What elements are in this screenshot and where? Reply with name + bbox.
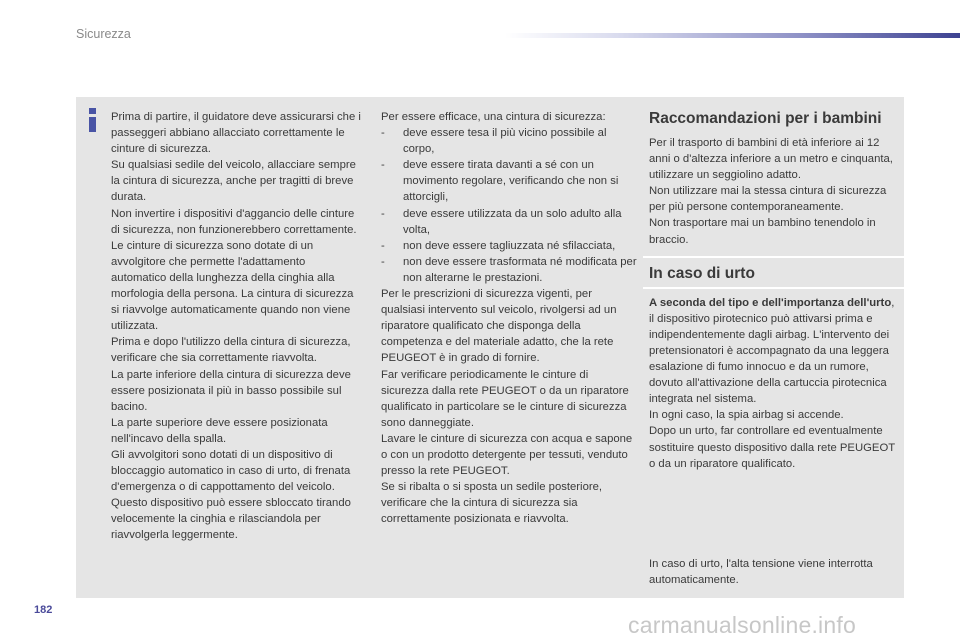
watermark: carmanualsonline.info [628,612,856,638]
list-item [381,238,639,254]
paragraph: Far verificare periodicamente le cinture di sicurezza dalla rete PEUGEOT o da un riparatore qualificato in particolare se le cinture di sicurezza sono danneggiate. [381,368,629,429]
list-item-text: non deve essere tagliuzzata né sfilacciata, [403,239,616,252]
paragraph: La parte superiore deve essere posizionata nell'incavo della spalla. [111,416,328,445]
page-number: 182 [34,604,53,616]
paragraph-rest: , il dispositivo pirotecnico può attivarsi prima e indipendentemente dagli airbag. L'intervento dei pretensionatori è accompagnato da una leggera esalazione di fumo innocuo e da un rumore, dovuto all'attivazione della cartuccia pirotecnica integrata nel sistema. [649,296,895,406]
paragraph: Dopo un urto, far controllare ed eventualmente sostituire questo dispositivo dalla rete PEUGEOT o da un riparatore qualificato. [649,425,895,470]
paragraph: Gli avvolgitori sono dotati di un dispositivo di bloccaggio automatico in caso di urto, di frenata d'emergenza o di cappottamento del veicolo. Questo dispositivo può essere sbloccato tirando velocemente la cinghia e rilasciandola per riavvolgerla leggermente. [111,448,351,542]
dash: - [381,255,385,268]
list-item-text: deve essere tesa il più vicino possibile al corpo, [403,127,607,156]
children-and-crash-column [649,109,899,472]
crash-section-title: In caso di urto [649,264,755,282]
list-item-text: non deve essere trasformata né modificata per non alterarne le prestazioni. [403,255,637,284]
paragraph [649,295,899,408]
bold-lead-text: A seconda del tipo e dell'importanza dell'urto [649,296,892,309]
list-item [381,157,639,205]
section-divider [643,287,909,289]
dash: - [381,159,385,172]
intro-text: Per essere efficace, una cintura di sicurezza: [381,111,606,123]
paragraph: Per le prescrizioni di sicurezza vigenti, per qualsiasi intervento sul veicolo, rivolgersi ad un riparatore qualificato che disponga della competenza e del materiale adatto, che la rete PEUGEOT è in grado di fornire. [381,288,617,365]
list-item [381,254,639,286]
paragraph: Le cinture di sicurezza sono dotate di un avvolgitore che permette l'adattamento automatico della lunghezza della cinghia alla morfologia della persona. La cintura di sicurezza si riavvolge automaticamente quando non viene utilizzata. [111,239,354,333]
paragraph: Non utilizzare mai la stessa cintura di sicurezza per più persone contemporaneamente. [649,185,887,214]
list-item [381,206,639,238]
high-voltage-note: In caso di urto, l'alta tensione viene interrotta automaticamente. [649,558,873,587]
seatbelt-info-column [111,109,361,544]
list-item-text: deve essere tirata davanti a sé con un movimento regolare, verificando che non si attorcigli, [403,159,619,204]
paragraph: Su qualsiasi sedile del veicolo, allacciare sempre la cintura di sicurezza, anche per tragitti di breve durata. [111,159,356,204]
paragraph: Se si ribalta o si sposta un sedile posteriore, verificare che la cintura di sicurezza sia correttamente posizionata e riavvolta. [381,481,603,526]
header-gradient-bar [505,33,960,38]
page-header-title: Sicurezza [76,27,131,41]
paragraph: In ogni caso, la spia airbag si accende. [649,409,844,422]
children-recommendations-title: Raccomandazioni per i bambini [649,110,882,127]
paragraph: Per il trasporto di bambini di età inferiore ai 12 anni o d'altezza inferiore a un metro e cinquanta, utilizzare un seggiolino adatto. [649,137,893,182]
paragraph: Non invertire i dispositivi d'aggancio delle cinture di sicurezza, non funzionerebbero correttamente. [111,207,357,236]
list-item [381,125,639,157]
paragraph: Non trasportare mai un bambino tenendolo in braccio. [649,217,876,246]
paragraph: Prima di partire, il guidatore deve assicurarsi che i passeggeri abbiano allacciato correttamente le cinture di sicurezza. [111,111,361,156]
seatbelt-efficacy-column [381,109,639,527]
paragraph: Lavare le cinture di sicurezza con acqua e sapone o con un prodotto detergente per tessuti, venduto presso la rete PEUGEOT. [381,432,633,478]
dash: - [381,239,385,252]
list-item-text: deve essere utilizzata da un solo adulto alla volta, [403,207,622,236]
paragraph: La parte inferiore della cintura di sicurezza deve essere posizionata il più in basso possibile sul bacino. [111,368,351,413]
dash: - [381,127,385,140]
paragraph: Prima e dopo l'utilizzo della cintura di sicurezza, verificare che sia correttamente riavvolta. [111,336,351,365]
dash: - [381,207,385,220]
section-divider [643,256,909,258]
info-icon [84,108,102,132]
